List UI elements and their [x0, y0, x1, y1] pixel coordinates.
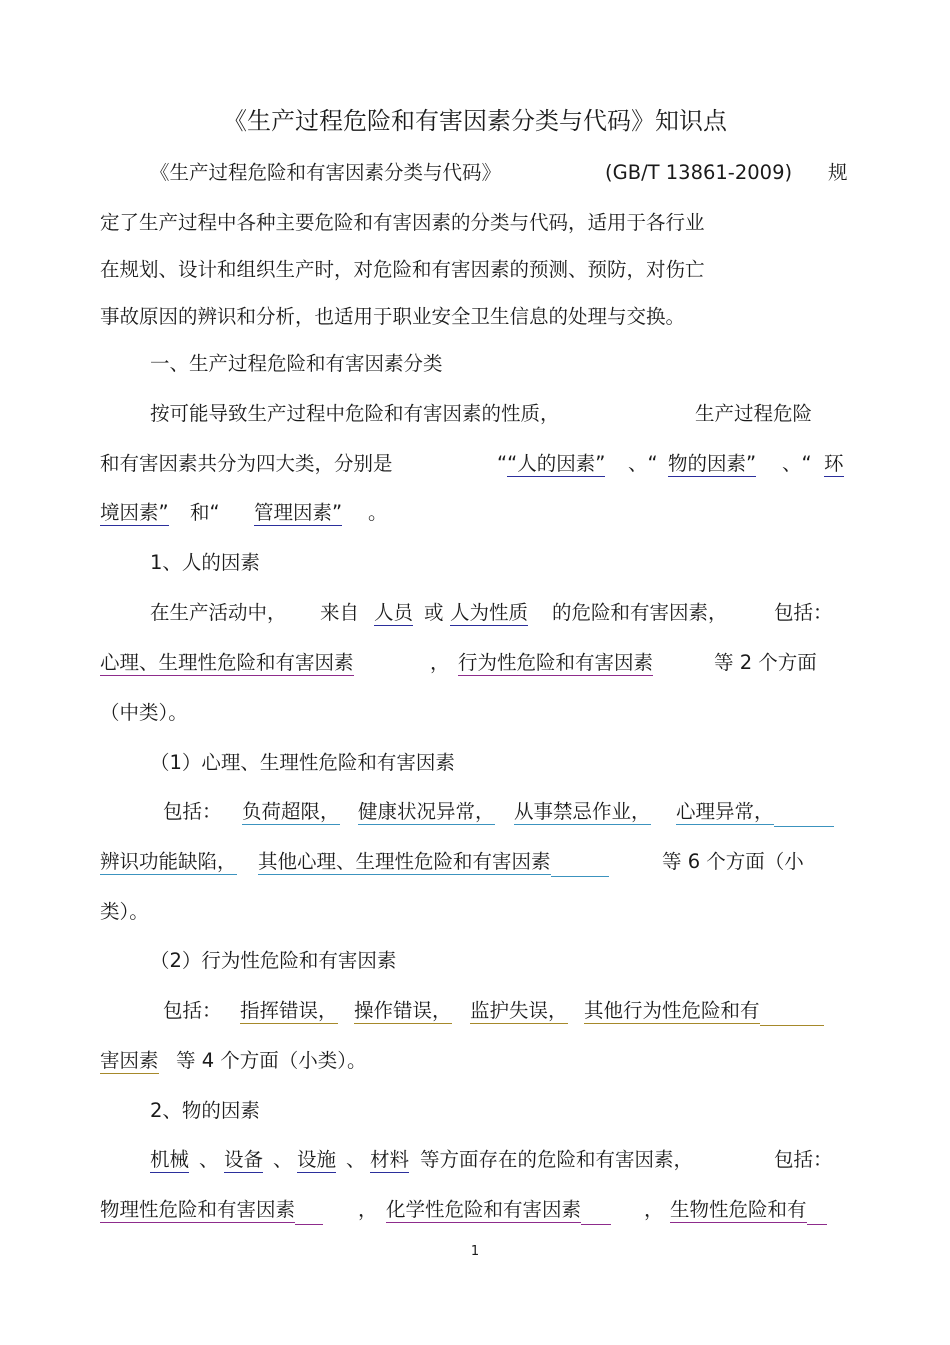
term-biological: [670, 1197, 827, 1225]
term-machinery: [150, 1147, 189, 1173]
paragraph-text: ，: [644, 1198, 664, 1221]
term-underline-tail: [807, 1197, 827, 1225]
term-underline: 设施: [297, 1148, 337, 1171]
paragraph-text: 、: [346, 1148, 366, 1171]
paragraph-text: 和“: [190, 501, 220, 524]
term-chemical: [386, 1197, 611, 1225]
term-underline: 物理性危险和有害因素: [100, 1198, 296, 1221]
paragraph-text: 等方面存在的危险和有害因素，: [420, 1148, 694, 1171]
term-underline: 材料: [370, 1148, 410, 1171]
term-cognitive-defect: [100, 849, 237, 875]
term-underline: 管理因素”: [254, 501, 343, 524]
intro-text: 在规划、设计和组织生产时，对危险和有害因素的预测、预防，对伤亡: [100, 258, 705, 281]
paragraph-text: 、“: [628, 452, 658, 475]
term-supervision-error: [470, 998, 568, 1024]
term-operation-error: [354, 998, 452, 1024]
page-number: 1: [470, 1244, 480, 1259]
intro-standard-name: 《生产过程危险和有害因素分类与代码》: [150, 161, 502, 184]
term-overload: [242, 799, 340, 825]
intro-standard-code: (GB/T 13861-2009): [605, 161, 793, 184]
term-underline-tail: [760, 998, 824, 1026]
paragraph-text: 包括：: [163, 999, 222, 1022]
paragraph-text: （中类）。: [100, 701, 188, 724]
term-underline: 负荷超限，: [242, 800, 340, 823]
paragraph-text: 包括：: [163, 800, 222, 823]
section-heading: 一、生产过程危险和有害因素分类: [150, 352, 443, 375]
term-underline: 其他行为性危险和有: [584, 999, 760, 1022]
term-behavioral: [458, 650, 653, 676]
subsection-heading: 1、人的因素: [150, 551, 260, 574]
paragraph-text: 按可能导致生产过程中危险和有害因素的性质，: [150, 402, 560, 425]
item-heading: （1）心理、生理性危险和有害因素: [150, 751, 455, 774]
paragraph-text: 和有害因素共分为四大类，分别是: [100, 452, 393, 475]
paragraph-text: 类）。: [100, 900, 149, 923]
term-health-abnormal: [358, 799, 495, 825]
term-taboo-work: [514, 799, 651, 825]
paragraph-text: ，: [430, 651, 450, 674]
term-other-behavioral: [100, 1048, 159, 1074]
term-human-factor: ““人的因素”: [497, 452, 606, 475]
term-underline: 辨识功能缺陷，: [100, 850, 237, 873]
term-underline: 物的因素”: [668, 452, 757, 475]
paragraph-text: 生产过程危险: [695, 402, 813, 425]
paragraph-text: 。: [368, 501, 388, 524]
paragraph-text: 、: [273, 1148, 293, 1171]
term-other-psych: [258, 849, 609, 877]
term-underline: 健康状况异常，: [358, 800, 495, 823]
paragraph-text: 来自: [320, 601, 360, 624]
item-heading: （2）行为性危险和有害因素: [150, 949, 397, 972]
subsection-heading: 2、物的因素: [150, 1099, 260, 1122]
term-underline: 人为性质: [450, 601, 529, 624]
term-underline: 生物性危险和有: [670, 1198, 807, 1221]
term-environment-factor: [824, 451, 844, 477]
term-underline: 设备: [224, 1148, 264, 1171]
term-personnel: [374, 600, 413, 626]
term-environment-factor: [100, 500, 169, 526]
term-management-factor: [254, 500, 342, 526]
paragraph-text: ，: [358, 1198, 378, 1221]
intro-text: 定了生产过程中各种主要危险和有害因素的分类与代码，适用于各行业: [100, 211, 705, 234]
term-underline: 机械: [150, 1148, 190, 1171]
term-other-behavioral: [584, 998, 824, 1026]
term-underline: 行为性危险和有害因素: [458, 651, 654, 674]
term-underline: 害因素: [100, 1049, 159, 1072]
term-underline: 化学性危险和有害因素: [386, 1198, 582, 1221]
paragraph-text: 包括：: [774, 1148, 833, 1171]
paragraph-text: 或: [424, 601, 444, 624]
term-underline: 操作错误，: [354, 999, 452, 1022]
paragraph-text: 等 4 个方面（小类）。: [176, 1049, 367, 1072]
term-underline: 环: [824, 452, 844, 475]
term-underline: 指挥错误，: [240, 999, 338, 1022]
term-command-error: [240, 998, 338, 1024]
paragraph-text: 、: [199, 1148, 219, 1171]
term-underline-tail: [581, 1197, 611, 1225]
term-facility: [297, 1147, 336, 1173]
term-underline: 境因素”: [100, 501, 169, 524]
term-psych-abnormal: [676, 799, 834, 827]
term-underline: 其他心理、生理性危险和有害因素: [258, 850, 551, 873]
paragraph-text: 包括：: [774, 601, 833, 624]
term-material-factor: [668, 451, 756, 477]
term-underline: 心理、生理性危险和有害因素: [100, 651, 354, 674]
term-underline: 监护失误，: [470, 999, 568, 1022]
paragraph-text: 在生产活动中，: [150, 601, 287, 624]
term-underline: 从事禁忌作业，: [514, 800, 651, 823]
term-material: [370, 1147, 409, 1173]
term-underline: 心理异常，: [676, 800, 774, 823]
term-underline-tail: [551, 849, 609, 877]
term-underline: “人的因素”: [507, 452, 606, 475]
term-underline-tail: [774, 799, 834, 827]
term-physical: [100, 1197, 323, 1225]
term-equipment: [224, 1147, 263, 1173]
term-underline-tail: [295, 1197, 323, 1225]
paragraph-text: 等 2 个方面: [714, 651, 817, 674]
term-psych-physio: [100, 650, 354, 676]
paragraph-text: 、“: [782, 452, 812, 475]
document-title: 《生产过程危险和有害因素分类与代码》知识点: [223, 107, 727, 135]
term-underline: 人员: [374, 601, 414, 624]
term-human-nature: [450, 600, 528, 626]
paragraph-text: 等 6 个方面（小: [662, 850, 804, 873]
intro-text: 事故原因的辨识和分析，也适用于职业安全卫生信息的处理与交换。: [100, 305, 686, 328]
paragraph-text: 的危险和有害因素，: [552, 601, 728, 624]
intro-text: 规: [828, 161, 848, 184]
